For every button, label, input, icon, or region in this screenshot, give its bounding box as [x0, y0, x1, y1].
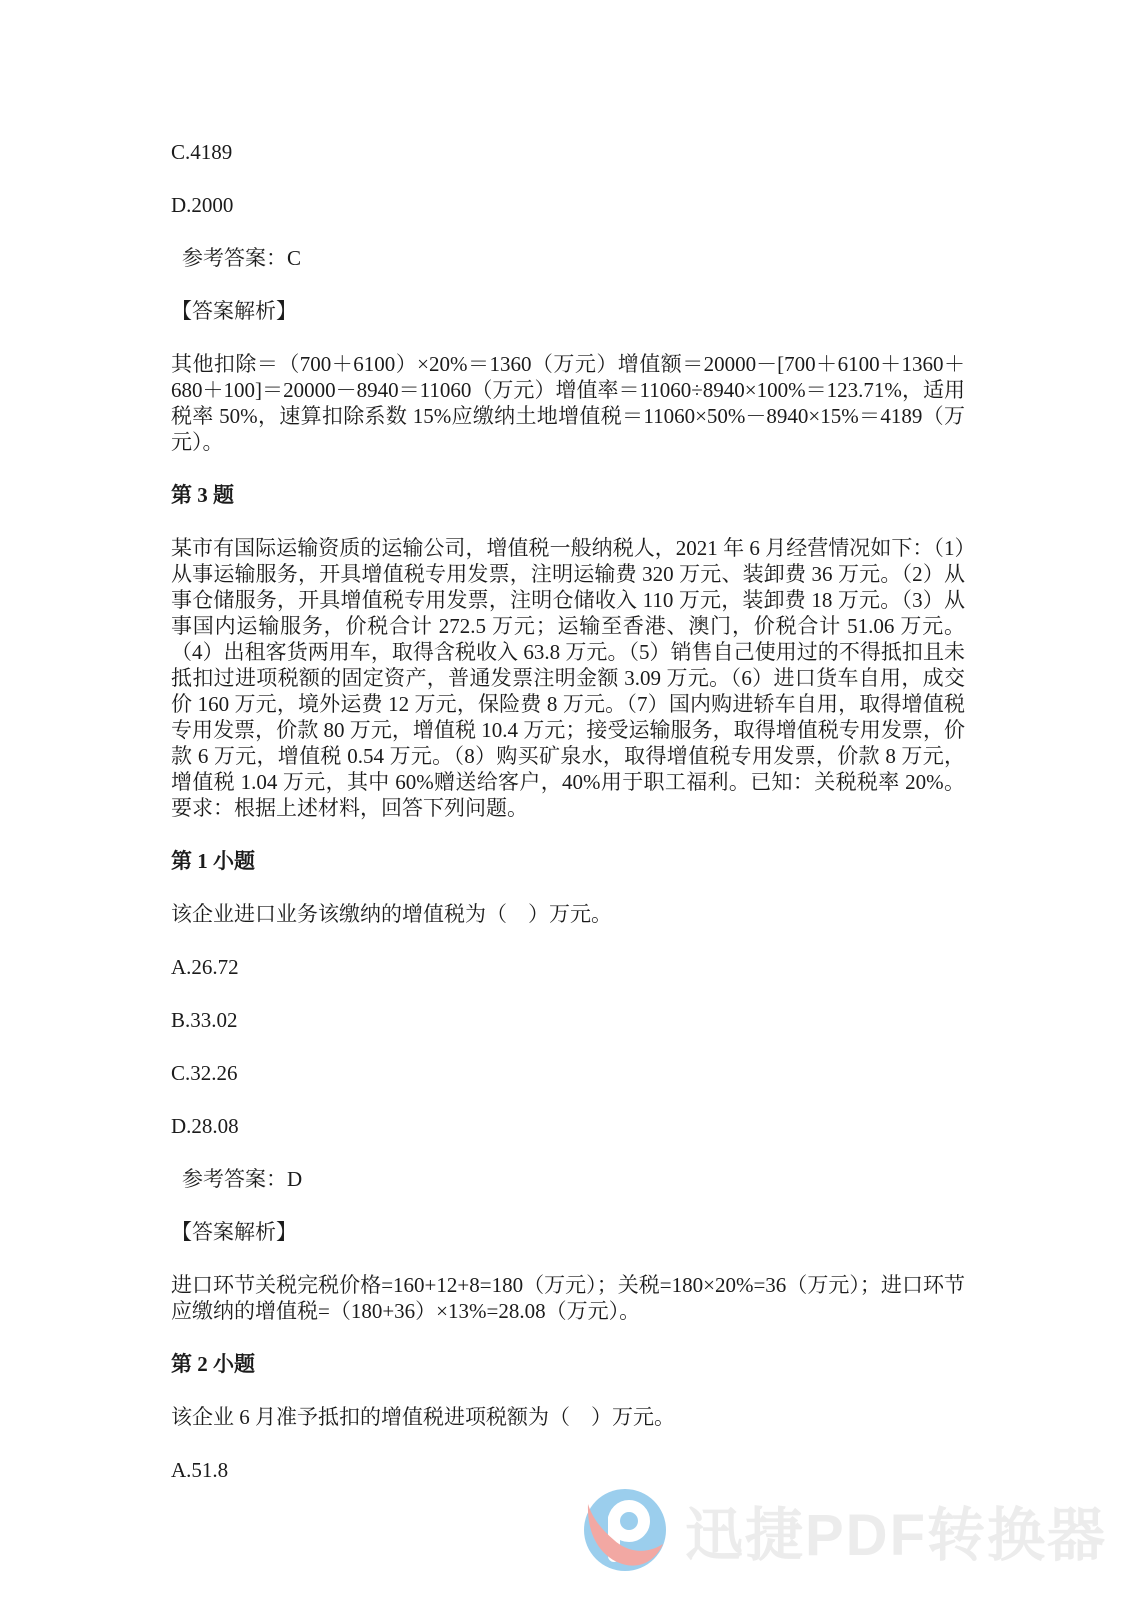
sub-question1-title: 第 1 小题	[171, 849, 255, 873]
pdf-converter-logo-icon	[583, 1488, 667, 1572]
option-d-previous-question: D.2000	[171, 193, 234, 217]
option-c-previous-question: C.4189	[171, 140, 233, 164]
document-content	[171, 139, 965, 1510]
sub-question1-option-b: B.33.02	[171, 1008, 238, 1032]
question3-stem: 某市有国际运输资质的运输公司，增值税一般纳税人，2021 年 6 月经营情况如下：（1）从事运输服务，开具增值税专用发票，注明运输费 320 万元、装卸费 36 万元。（2）从事仓储服务，开具增值税专用发票，注明仓储收入 110 万元，装卸费 18 万元。（3）从事国内运输服务，价税合计 272.5 万元；运输至香港、澳门，价税合计 51.06 万元。（4）出租客货两用车，取得含税收入 63.8 万元。（5）销售自己使用过的不得抵扣且未抵扣过进项税额的固定资产，普通发票注明金额 3.09 万元。（6）进口货车自用，成交价 160 万元，境外运费 12 万元，保险费 8 万元。（7）国内购进轿车自用，取得增值税专用发票，价款 80 万元，增值税 10.4 万元；接受运输服务，取得增值税专用发票，价款 6 万元，增值税 0.54 万元。（8）购买矿泉水，取得增值税专用发票，价款 8 万元，增值税 1.04 万元，其中 60%赠送给客户，40%用于职工福利。已知：关税税率 20%。要求：根据上述材料，回答下列问题。	[171, 536, 965, 820]
reference-answer-previous-question: 参考答案：C	[182, 246, 302, 270]
analysis-title-previous-question: 【答案解析】	[171, 299, 297, 323]
sub-question2-option-a: A.51.8	[171, 1458, 229, 1482]
sub-question1-option-c: C.32.26	[171, 1061, 238, 1085]
pdf-converter-watermark	[583, 1486, 1107, 1574]
analysis-text-previous-question: 其他扣除＝（700＋6100）×20%＝1360（万元）增值额＝20000－[700＋6100＋1360＋680＋100]＝20000－8940＝11060（万元）增值率＝11060÷8940×100%＝123.71%，适用税率 50%，速算扣除系数 15%应缴纳土地增值税＝11060×50%－8940×15%＝4189（万元）。	[171, 352, 965, 454]
sub-question1-text: 该企业进口业务该缴纳的增值税为（ ）万元。	[171, 902, 612, 926]
sub-question2-title: 第 2 小题	[171, 1352, 255, 1376]
sub-question1-analysis-text: 进口环节关税完税价格=160+12+8=180（万元）；关税=180×20%=36（万元）；进口环节应缴纳的增值税=（180+36）×13%=28.08（万元）。	[171, 1273, 965, 1323]
sub-question1-option-a: A.26.72	[171, 955, 239, 979]
question3-title: 第 3 题	[171, 483, 234, 507]
watermark-text: 迅捷PDF转换器	[685, 1503, 1108, 1568]
sub-question1-analysis-title: 【答案解析】	[171, 1220, 297, 1244]
sub-question2-text: 该企业 6 月准予抵扣的增值税进项税额为（ ）万元。	[171, 1405, 675, 1429]
sub-question1-option-d: D.28.08	[171, 1114, 239, 1138]
sub-question1-reference-answer: 参考答案：D	[182, 1167, 303, 1191]
